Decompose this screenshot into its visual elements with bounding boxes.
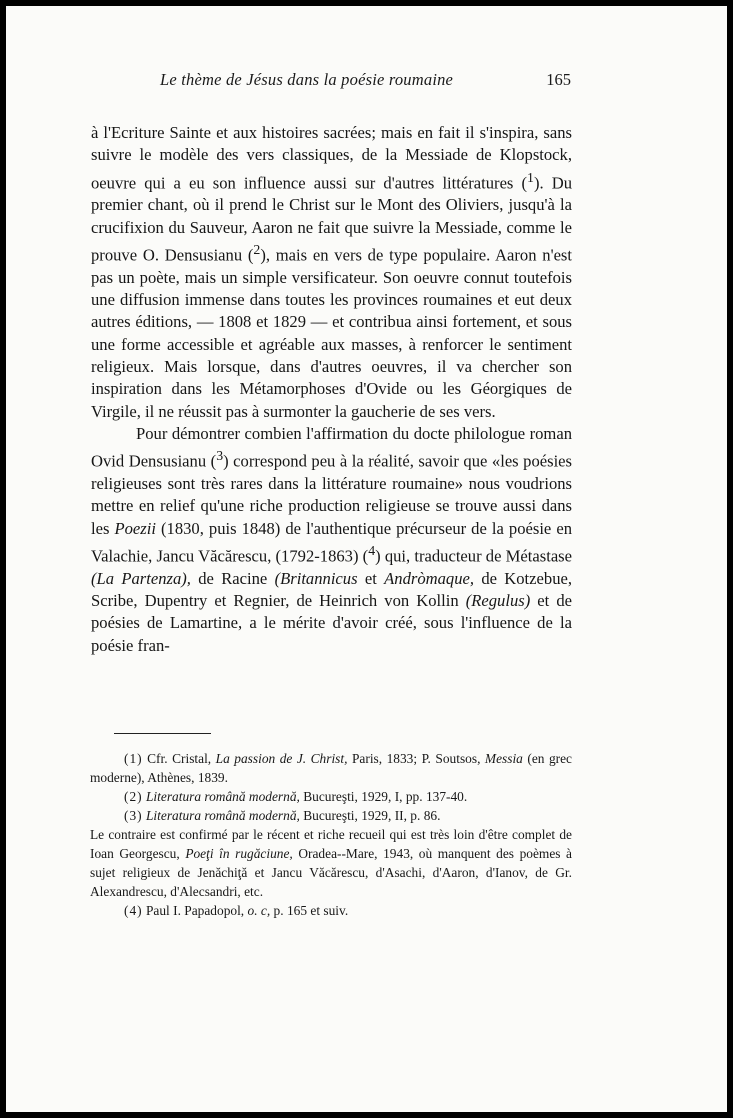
text-run: Cfr. Cristal, [142, 751, 216, 766]
italic-title: Andròmaque, [384, 568, 475, 588]
footnote-3 [90, 806, 572, 825]
footnote-ref-4: 4 [368, 542, 376, 558]
main-text [91, 122, 572, 657]
text-run: ) qui, traducteur de Métastase [375, 546, 573, 566]
text-run: (1830, puis 1848) de l'authentique précurseur de la poésie en Valachie, Jancu Văcărescu, (1792-1863) ( [91, 518, 572, 566]
italic-title: Literatura română modernă, [145, 789, 300, 804]
italic-title: Messia [484, 751, 523, 766]
footnote-4 [90, 901, 572, 920]
text-run: Bucureşti, 1929, II, p. 86. [299, 808, 441, 823]
text-run: (en grec moderne), Athènes, 1839. [90, 751, 572, 785]
text-run: Oradea--Mare, 1943, où manquent des poèmes à sujet religieux de Jenăchiţă et Jancu Văcărescu, d'Asachi, d'Aaron, d'Ianov, de Gr. Alexandrescu, d'Alecsandri, etc. [90, 846, 572, 899]
italic-title: La passion de J. Christ, [215, 751, 348, 766]
text-run: Pour démontrer combien l'affirmation du docte philologue roman Ovid Densusianu ( [91, 423, 572, 471]
footnote-number: (1) [124, 751, 143, 766]
text-run: Paris, 1833; P. Soutsos, [347, 751, 485, 766]
text-run: Paul I. Papadopol, [142, 903, 248, 918]
running-title: Le thème de Jésus dans la poésie roumaine [160, 70, 454, 89]
footnote-number: (4) [124, 903, 143, 918]
footnote-3-continued [90, 825, 572, 901]
text-run: Le contraire est confirmé par le récent et riche recueil qui est très loin d'être complet de Ioan Georgescu, [90, 827, 572, 861]
text-run: Bucureşti, 1929, I, pp. 137-40. [299, 789, 468, 804]
footnote-ref-3: 3 [216, 448, 224, 464]
footnotes [90, 749, 572, 920]
italic-title: Literatura română modernă, [145, 808, 300, 823]
footnote-ref-2: 2 [253, 242, 261, 258]
footnote-number: (3) [124, 808, 143, 823]
footnote-2 [90, 787, 572, 806]
footnote-number: (2) [124, 789, 143, 804]
text-run: ). Du premier chant, où il prend le Christ sur le Mont des Oliviers, jusqu'à la crucifixion du Sauveur, Aaron ne fait que suivre la Messiade, comme le prouve O. Densusianu ( [91, 173, 573, 265]
text-run: p. 165 et suiv. [270, 903, 349, 918]
paragraph-2 [91, 423, 572, 657]
footnote-ref-1: 1 [527, 169, 534, 185]
text-run: de Kotzebue, Scribe, Dupentry et Regnier, de Heinrich von Kollin [91, 568, 573, 611]
italic-title: (Britannicus [274, 568, 358, 588]
text-run: et de poésies de Lamartine, a le mérite d'avoir créé, sous l'influence de la poésie fran- [91, 591, 572, 655]
italic-title: (La Partenza), [91, 568, 191, 588]
italic-title: Poezii [114, 518, 156, 538]
italic-title: Poeţi în rugăciune, [185, 846, 293, 861]
text-run: à l'Ecriture Sainte et aux histoires sacrées; mais en fait il s'inspira, sans suivre le modèle des vers classiques, de la Messiade de Klopstock, oeuvre qui a eu son influence aussi sur d'autres littératures ( [91, 123, 572, 193]
footnote-divider [114, 733, 211, 734]
italic-title: (Regulus) [465, 591, 531, 611]
text-run: ), mais en vers de type populaire. Aaron n'est pas un poète, mais un simple versificateur. Son oeuvre connut toutefois une diffusion immense dans toutes les provinces roumaines et eut deux autres éditions, — 1808 et 1829 — et contribua ainsi fortement, et sous une forme accessible et agréable aux masses, à renforcer le sentiment religieux. Mais lorsque, dans d'autres oeuvres, il va chercher son inspiration dans les Métamorphoses d'Ovide ou les Géorgiques de Virgile, il ne réussit pas à surmonter la gaucherie de ses vers. [91, 245, 572, 421]
book-page [6, 6, 727, 1112]
paragraph-1 [91, 122, 572, 423]
text-run: et [357, 568, 385, 588]
italic-title: o. c, [247, 903, 271, 918]
footnote-1 [90, 749, 572, 787]
page-number: 165 [546, 70, 571, 89]
text-run: ) correspond peu à la réalité, savoir que «les poésies religieuses sont très rares dans la littérature roumaine» nous voudrions mettre en relief qu'une riche production religieuse se trouve aussi dans les [91, 451, 573, 538]
text-run: de Racine [190, 568, 275, 588]
